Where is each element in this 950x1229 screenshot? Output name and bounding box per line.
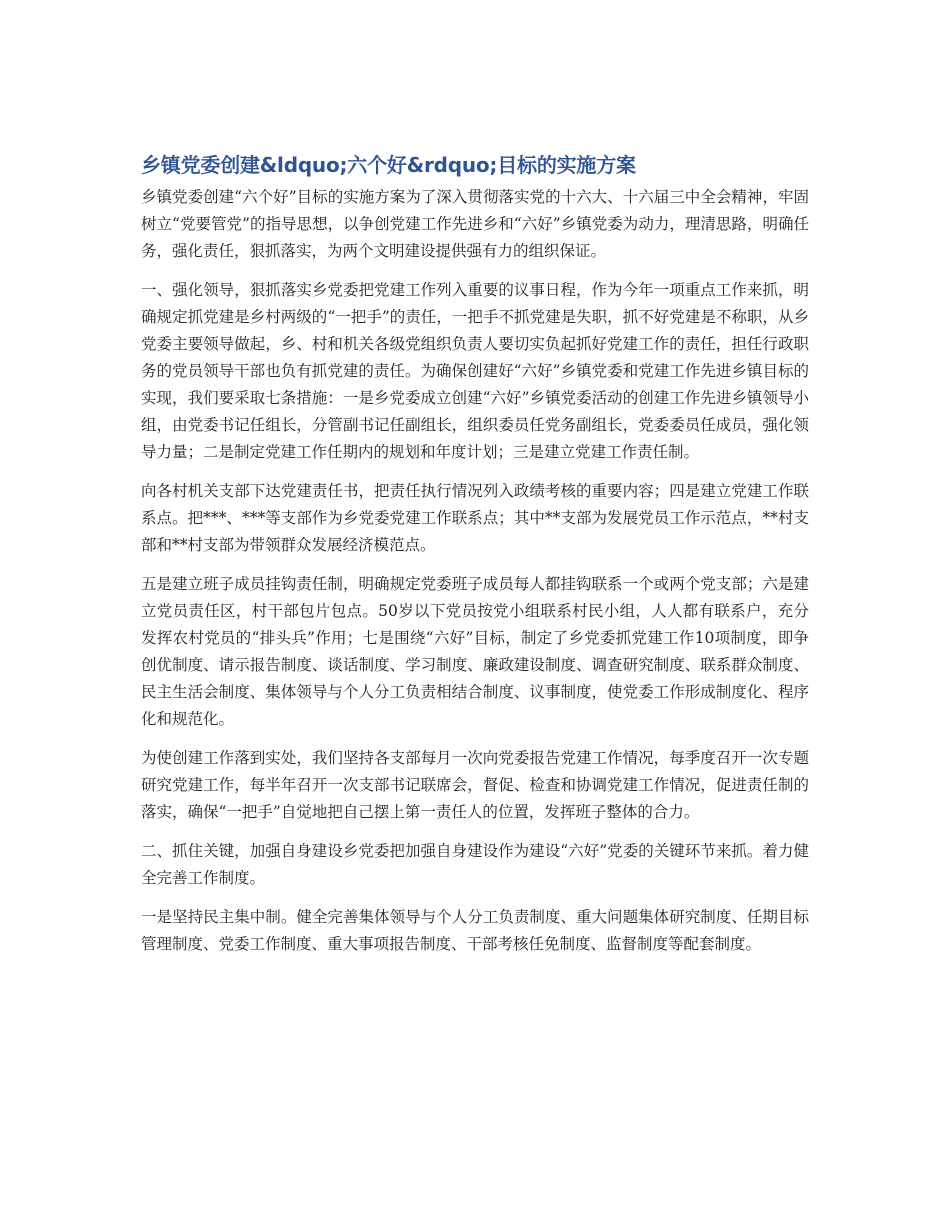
paragraph-section-two: 二、抓住关键，加强自身建设乡党委把加强自身建设作为建设“六好”党委的关键环节来抓。着力健全完善工作制度。 <box>141 842 809 887</box>
document-title: 乡镇党委创建&ldquo;六个好&rdquo;目标的实施方案 <box>141 153 636 177</box>
paragraph-democratic-centralism: 一是坚持民主集中制。健全完善集体领导与个人分工负责制度、重大问题集体研究制度、任期目标管理制度、党委工作制度、重大事项报告制度、干部考核任免制度、监督制度等配套制度。 <box>141 908 809 953</box>
paragraph-intro: 乡镇党委创建“六个好”目标的实施方案为了深入贯彻落实党的十六大、十六届三中全会精神，牢固树立“党要管党”的指导思想，以争创党建工作先进乡和“六好”乡镇党委为动力，理清思路，明确任务，强化责任，狠抓落实，为两个文明建设提供强有力的组织保证。 <box>141 188 809 260</box>
paragraph-section-one: 一、强化领导，狠抓落实乡党委把党建工作列入重要的议事日程，作为今年一项重点工作来抓，明确规定抓党建是乡村两级的“一把手”的责任，一把手不抓党建是失职，抓不好党建是不称职，从乡党委主要领导做起，乡、村和机关各级党组织负责人要切实负起抓好党建工作的责任，担任行政职务的党员领导干部也负有抓党建的责任。为确保创建好“六好”乡镇党委和党建工作先进乡镇目标的实现，我们要采取七条措施：一是乡党委成立创建“六好”乡镇党委活动的创建工作先进乡镇领导小组，由党委书记任组长，分管副书记任副组长，组织委员任党务副组长，党委委员任成员，强化领导力量；二是制定党建工作任期内的规划和年度计划；三是建立党建工作责任制。 <box>141 281 809 461</box>
paragraph-measures: 五是建立班子成员挂钩责任制，明确规定党委班子成员每人都挂钩联系一个或两个党支部；六是建立党员责任区，村干部包片包点。50岁以下党员按党小组联系村民小组，人人都有联系户，充分发挥农村党员的“排头兵”作用；七是围绕“六好”目标，制定了乡党委抓党建工作10项制度，即争创优制度、请示报告制度、谈话制度、学习制度、廉政建设制度、调查研究制度、联系群众制度、民主生活会制度、集体领导与个人分工负责相结合制度、议事制度，使党委工作形成制度化、程序化和规范化。 <box>141 575 809 728</box>
paragraph-responsibility: 向各村机关支部下达党建责任书，把责任执行情况列入政绩考核的重要内容；四是建立党建工作联系点。把***、***等支部作为乡党委党建工作联系点；其中**支部为发展党员工作示范点，**村支部和**村支部为带领群众发展经济模范点。 <box>141 482 809 554</box>
document-body <box>141 150 809 970</box>
paragraph-implementation: 为使创建工作落到实处，我们坚持各支部每月一次向党委报告党建工作情况，每季度召开一次专题研究党建工作，每半年召开一次支部书记联席会，督促、检查和协调党建工作情况，促进责任制的落实，确保“一把手”自觉地把自己摆上第一责任人的位置，发挥班子整体的合力。 <box>141 749 809 821</box>
